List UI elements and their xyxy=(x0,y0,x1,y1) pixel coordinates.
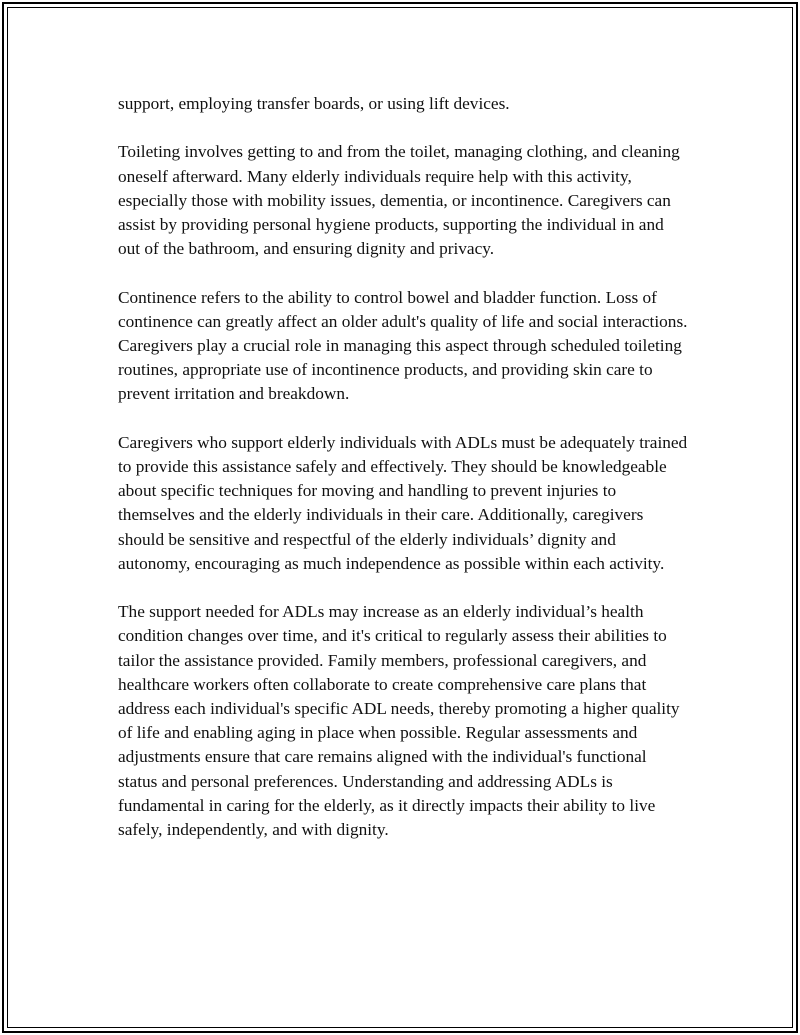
paragraph-caregiver-training: Caregivers who support elderly individuals with ADLs must be adequately trained to provide this assistance safely and effectively. They should be knowledgeable about specific techniques for moving and handling to prevent injuries to themselves and the elderly individuals in their care. Additionally, caregivers should be sensitive and respectful of the elderly individuals’ dignity and autonomy, encouraging as much independence as possible within each activity. xyxy=(118,432,688,573)
paragraph-support-assessment: The support needed for ADLs may increase as an elderly individual’s health condition changes over time, and it's critical to regularly assess their abilities to tailor the assistance provided. Family members, professional caregivers, and healthcare workers often collaborate to create comprehensive care plans that address each individual's specific ADL needs, thereby promoting a higher quality of life and enabling aging in place when possible. Regular assessments and adjustments ensure that care remains aligned with the individual's functional status and personal preferences. Understanding and addressing ADLs is fundamental in caring for the elderly, as it directly impacts their ability to live safely, independently, and with dignity. xyxy=(118,602,680,840)
paragraph-continence: Continence refers to the ability to control bowel and bladder function. Loss of continence can greatly affect an older adult's quality of life and social interactions. Caregivers play a crucial role in managing this aspect through scheduled toileting routines, appropriate use of incontinence products, and providing skin care to prevent irritation and breakdown. xyxy=(118,287,688,404)
paragraph-transfer-continuation: support, employing transfer boards, or using lift devices. xyxy=(118,94,510,113)
paragraph-toileting: Toileting involves getting to and from the toilet, managing clothing, and cleaning oneself afterward. Many elderly individuals require help with this activity, especially those with mobility issues, dementia, or incontinence. Caregivers can assist by providing personal hygiene products, supporting the individual in and out of the bathroom, and ensuring dignity and privacy. xyxy=(118,142,680,259)
document-body xyxy=(118,92,690,866)
